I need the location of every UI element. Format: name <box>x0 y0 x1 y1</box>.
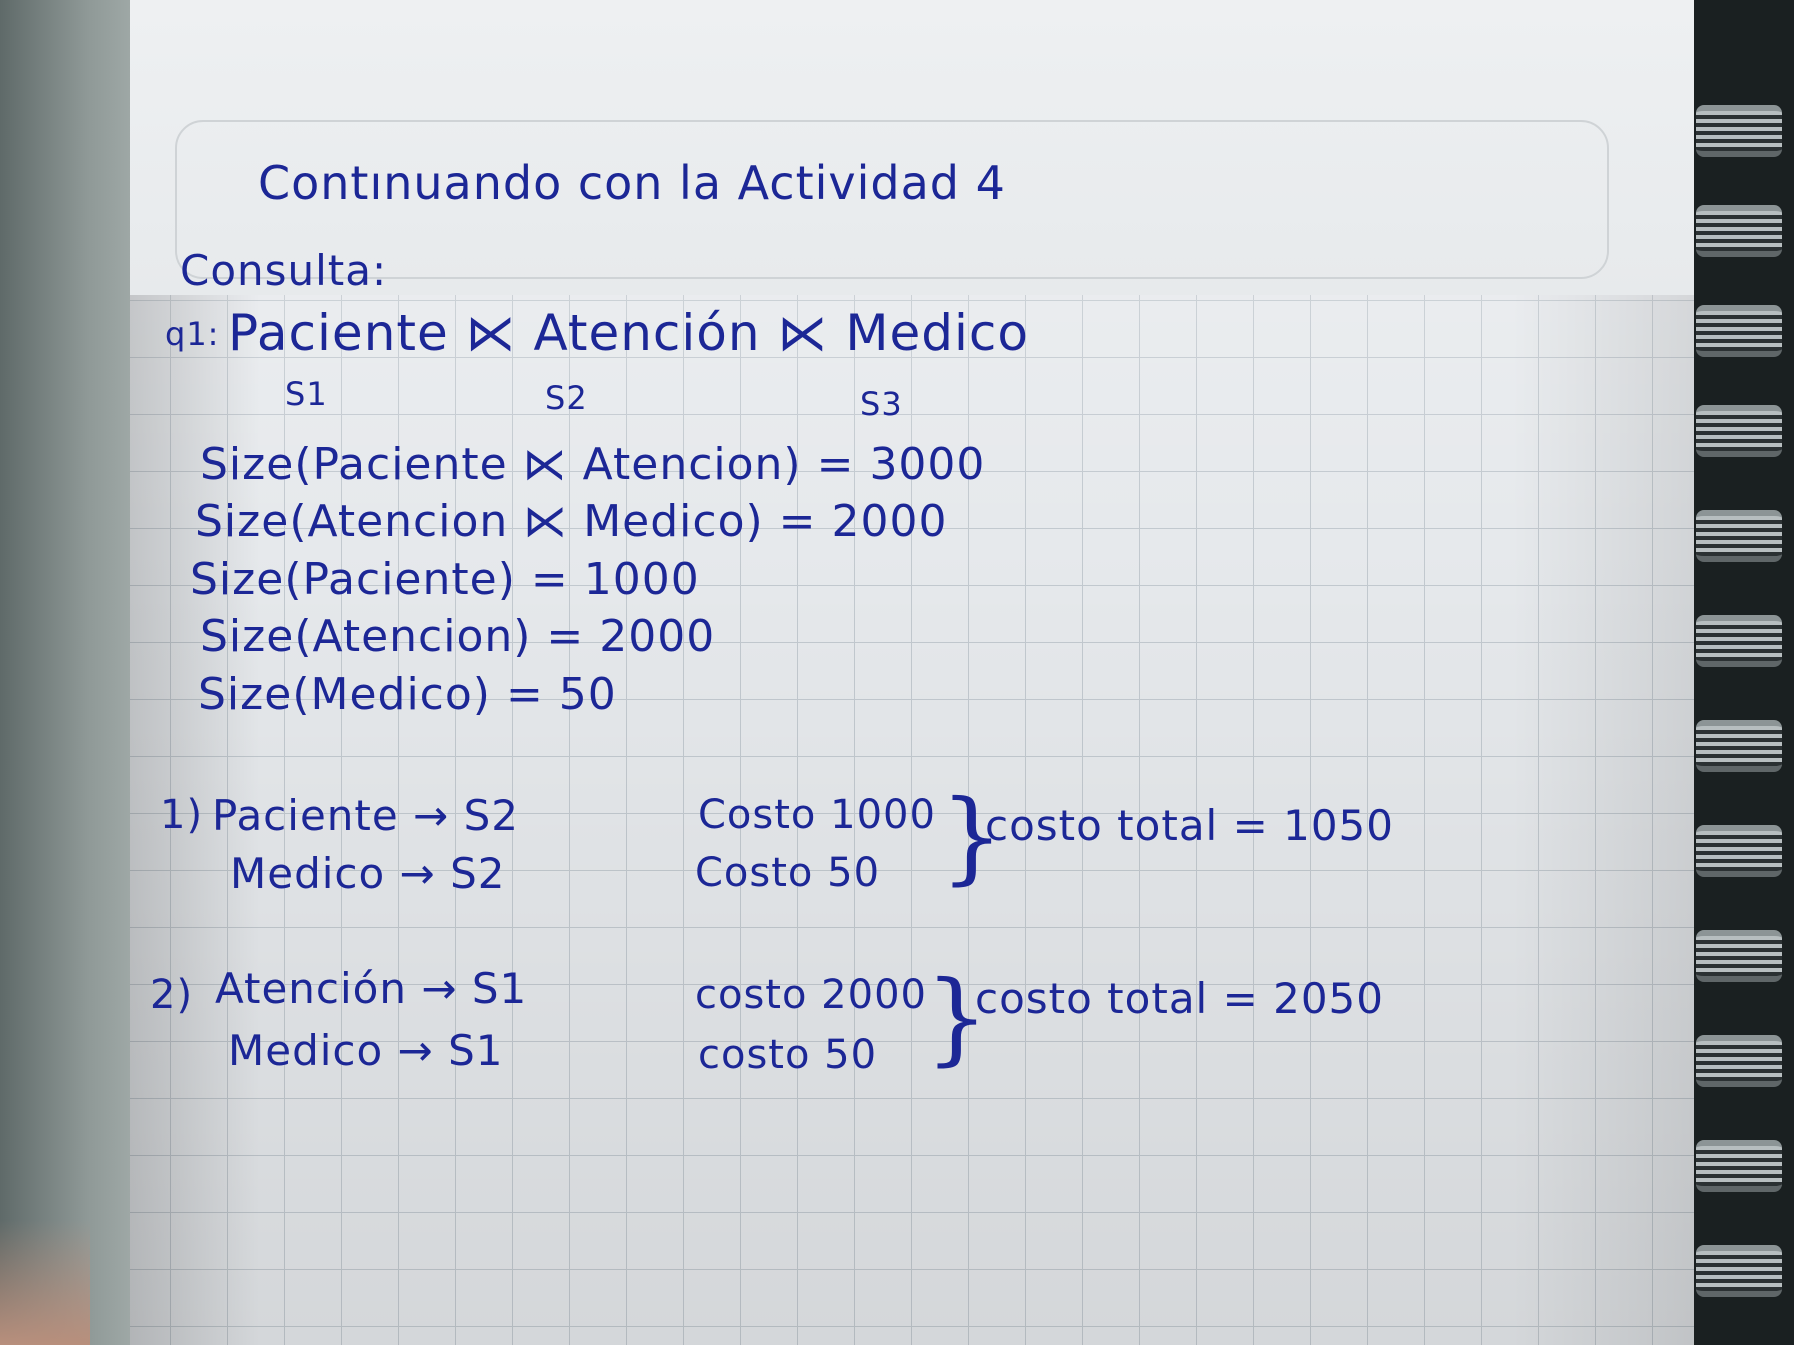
query-prefix: q1: <box>165 315 220 353</box>
spiral-ring <box>1696 1140 1782 1192</box>
size-line: Size(Paciente ⋉ Atencion) = 3000 <box>200 439 986 490</box>
spiral-ring <box>1696 105 1782 157</box>
spiral-ring <box>1696 510 1782 562</box>
plan-step: Paciente → S2 <box>212 791 519 840</box>
page-title: Contınuando con la Actividad 4 <box>258 156 1006 210</box>
site-label-s1: S1 <box>285 375 328 413</box>
plan-step: Atención → S1 <box>215 964 528 1013</box>
spiral-ring <box>1696 1245 1782 1297</box>
plan-step: Medico → S2 <box>230 849 506 898</box>
site-label-s2: S2 <box>545 379 588 417</box>
plan-number: 1) <box>160 792 204 838</box>
spiral-binding <box>1694 0 1794 1345</box>
spiral-ring <box>1696 930 1782 982</box>
spiral-ring <box>1696 720 1782 772</box>
spiral-ring <box>1696 1035 1782 1087</box>
spiral-ring <box>1696 205 1782 257</box>
plan-step: Medico → S1 <box>228 1026 504 1075</box>
size-line: Size(Atencion ⋉ Medico) = 2000 <box>195 496 948 547</box>
spiral-ring <box>1696 825 1782 877</box>
hand-shadow <box>0 1220 90 1345</box>
size-line: Size(Atencion) = 2000 <box>200 611 716 662</box>
size-line: Size(Paciente) = 1000 <box>190 554 700 605</box>
consulta-label: Consulta: <box>180 246 388 295</box>
query-expression: Paciente ⋉ Atención ⋉ Medico <box>228 304 1029 362</box>
spiral-ring <box>1696 305 1782 357</box>
plan-total: costo total = 2050 <box>975 974 1385 1023</box>
grouping-brace: } <box>940 778 1004 895</box>
plan-cost: Costo 1000 <box>698 792 936 838</box>
plan-cost: Costo 50 <box>695 850 881 896</box>
plan-total: costo total = 1050 <box>985 801 1395 850</box>
size-line: Size(Medico) = 50 <box>198 669 617 720</box>
spiral-ring <box>1696 405 1782 457</box>
plan-number: 2) <box>150 972 194 1018</box>
plan-cost: costo 50 <box>698 1032 878 1078</box>
spiral-ring <box>1696 615 1782 667</box>
plan-cost: costo 2000 <box>695 972 927 1018</box>
grouping-brace: } <box>925 959 989 1076</box>
site-label-s3: S3 <box>860 385 903 423</box>
